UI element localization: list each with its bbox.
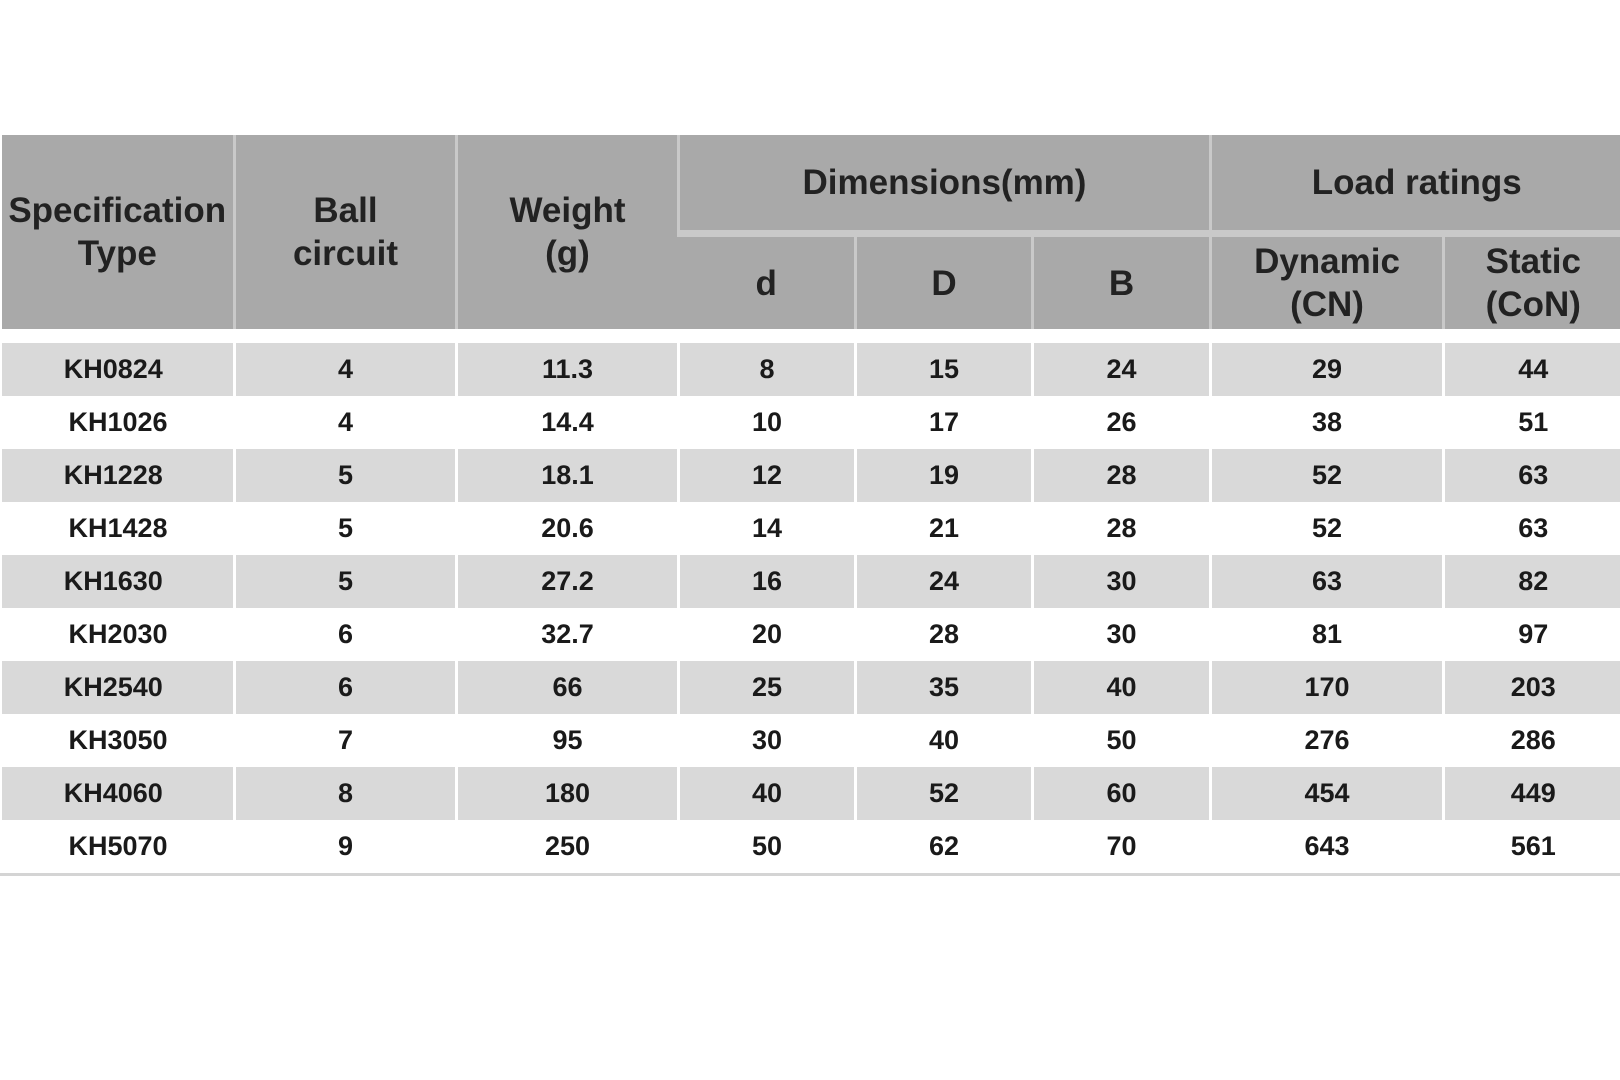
table-row xyxy=(2,661,1620,714)
header-static-line2: (CoN) xyxy=(1485,285,1581,324)
table-row xyxy=(2,502,1620,555)
cell-dynamic: 38 xyxy=(1211,396,1444,449)
cell-type: KH1026 xyxy=(2,396,235,449)
header-d-outer: D xyxy=(856,234,1033,330)
header-dynamic xyxy=(1211,234,1444,330)
cell-D: 28 xyxy=(856,608,1033,661)
header-static xyxy=(1444,234,1620,330)
cell-B: 40 xyxy=(1033,661,1211,714)
cell-d: 30 xyxy=(679,714,856,767)
cell-weight: 95 xyxy=(457,714,679,767)
cell-B: 50 xyxy=(1033,714,1211,767)
cell-ball: 5 xyxy=(235,449,457,502)
header-load-ratings: Load ratings xyxy=(1211,135,1620,234)
cell-type: KH2030 xyxy=(2,608,235,661)
specification-table xyxy=(0,135,1620,876)
cell-static: 51 xyxy=(1444,396,1620,449)
header-ball-line1: Ball xyxy=(313,191,378,230)
cell-static: 44 xyxy=(1444,343,1620,396)
table-row xyxy=(2,449,1620,502)
table-body xyxy=(2,329,1620,875)
table-row xyxy=(2,555,1620,608)
cell-weight: 11.3 xyxy=(457,343,679,396)
cell-static: 286 xyxy=(1444,714,1620,767)
cell-static: 63 xyxy=(1444,449,1620,502)
cell-d: 8 xyxy=(679,343,856,396)
cell-dynamic: 276 xyxy=(1211,714,1444,767)
cell-d: 20 xyxy=(679,608,856,661)
table-row xyxy=(2,343,1620,396)
header-weight-line2: (g) xyxy=(545,234,590,273)
cell-static: 63 xyxy=(1444,502,1620,555)
cell-weight: 14.4 xyxy=(457,396,679,449)
header-spec-line1: Specification xyxy=(8,191,227,230)
cell-weight: 20.6 xyxy=(457,502,679,555)
cell-ball: 4 xyxy=(235,396,457,449)
table-row xyxy=(2,396,1620,449)
header-ball-line2: circuit xyxy=(292,234,399,273)
cell-dynamic: 643 xyxy=(1211,820,1444,875)
cell-ball: 8 xyxy=(235,767,457,820)
cell-D: 21 xyxy=(856,502,1033,555)
cell-weight: 27.2 xyxy=(457,555,679,608)
header-weight-line1: Weight xyxy=(509,191,626,230)
cell-ball: 5 xyxy=(235,555,457,608)
header-dimensions: Dimensions(mm) xyxy=(679,135,1211,234)
cell-B: 28 xyxy=(1033,502,1211,555)
cell-static: 82 xyxy=(1444,555,1620,608)
cell-type: KH0824 xyxy=(2,343,235,396)
cell-dynamic: 63 xyxy=(1211,555,1444,608)
cell-B: 30 xyxy=(1033,608,1211,661)
table-row xyxy=(2,767,1620,820)
cell-B: 60 xyxy=(1033,767,1211,820)
header-d-inner: d xyxy=(679,234,856,330)
cell-dynamic: 52 xyxy=(1211,502,1444,555)
cell-type: KH1630 xyxy=(2,555,235,608)
cell-dynamic: 454 xyxy=(1211,767,1444,820)
cell-dynamic: 170 xyxy=(1211,661,1444,714)
header-static-line1: Static xyxy=(1485,242,1581,281)
cell-D: 40 xyxy=(856,714,1033,767)
cell-type: KH4060 xyxy=(2,767,235,820)
header-weight xyxy=(457,135,679,329)
cell-weight: 250 xyxy=(457,820,679,875)
cell-d: 14 xyxy=(679,502,856,555)
cell-B: 24 xyxy=(1033,343,1211,396)
cell-D: 17 xyxy=(856,396,1033,449)
cell-d: 10 xyxy=(679,396,856,449)
cell-static: 449 xyxy=(1444,767,1620,820)
cell-weight: 18.1 xyxy=(457,449,679,502)
cell-d: 50 xyxy=(679,820,856,875)
header-dynamic-line1: Dynamic xyxy=(1254,242,1400,281)
cell-B: 70 xyxy=(1033,820,1211,875)
cell-d: 12 xyxy=(679,449,856,502)
cell-ball: 5 xyxy=(235,502,457,555)
table-row xyxy=(2,714,1620,767)
cell-d: 16 xyxy=(679,555,856,608)
cell-type: KH2540 xyxy=(2,661,235,714)
cell-type: KH1428 xyxy=(2,502,235,555)
cell-ball: 6 xyxy=(235,608,457,661)
cell-ball: 9 xyxy=(235,820,457,875)
header-gap xyxy=(2,329,1620,343)
header-spec-line2: Type xyxy=(77,234,157,273)
cell-D: 15 xyxy=(856,343,1033,396)
cell-weight: 66 xyxy=(457,661,679,714)
cell-static: 561 xyxy=(1444,820,1620,875)
cell-weight: 32.7 xyxy=(457,608,679,661)
cell-D: 52 xyxy=(856,767,1033,820)
header-b-length: B xyxy=(1033,234,1211,330)
header-dynamic-line2: (CN) xyxy=(1290,285,1364,324)
cell-D: 35 xyxy=(856,661,1033,714)
cell-type: KH5070 xyxy=(2,820,235,875)
cell-dynamic: 81 xyxy=(1211,608,1444,661)
cell-D: 19 xyxy=(856,449,1033,502)
cell-B: 30 xyxy=(1033,555,1211,608)
cell-D: 62 xyxy=(856,820,1033,875)
cell-ball: 4 xyxy=(235,343,457,396)
cell-type: KH1228 xyxy=(2,449,235,502)
table-row xyxy=(2,820,1620,875)
cell-type: KH3050 xyxy=(2,714,235,767)
table-row xyxy=(2,608,1620,661)
cell-B: 28 xyxy=(1033,449,1211,502)
cell-d: 40 xyxy=(679,767,856,820)
cell-B: 26 xyxy=(1033,396,1211,449)
header-ball-circuit xyxy=(235,135,457,329)
cell-static: 97 xyxy=(1444,608,1620,661)
table-header xyxy=(2,135,1620,329)
cell-dynamic: 52 xyxy=(1211,449,1444,502)
header-specification-type xyxy=(2,135,235,329)
cell-ball: 7 xyxy=(235,714,457,767)
cell-ball: 6 xyxy=(235,661,457,714)
cell-dynamic: 29 xyxy=(1211,343,1444,396)
cell-d: 25 xyxy=(679,661,856,714)
cell-static: 203 xyxy=(1444,661,1620,714)
cell-D: 24 xyxy=(856,555,1033,608)
cell-weight: 180 xyxy=(457,767,679,820)
